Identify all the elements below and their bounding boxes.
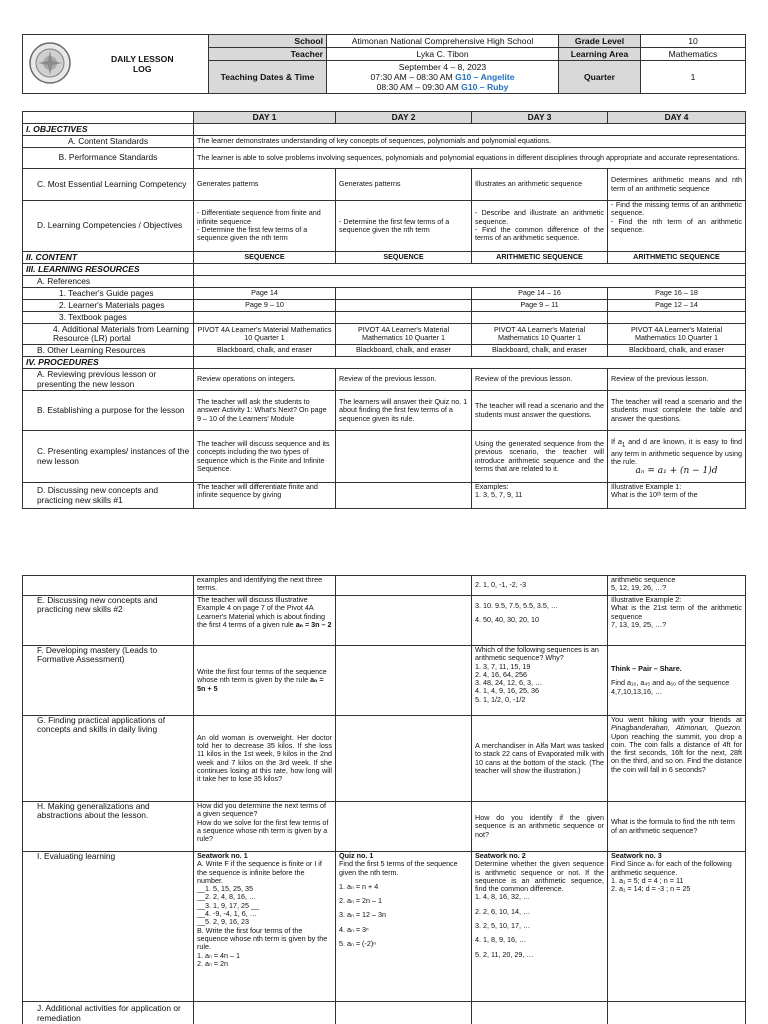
teacher-value: Lyka C. Tibon (327, 48, 559, 61)
proc-j-day1 (194, 1002, 336, 1024)
quiz-1-item-3: 3. aₙ = 12 – 3n (339, 910, 387, 920)
other-day1: Blackboard, chalk, and eraser (194, 345, 336, 357)
example-3: 3. 10. 9.5, 7.5, 5.5, 3.5, … (475, 601, 559, 610)
quarter-value: 1 (641, 61, 746, 94)
proc-e-day3 (472, 596, 608, 646)
content-day2: SEQUENCE (336, 252, 472, 264)
additional-day3: PIVOT 4A Learner's Material Mathematics 10 Quarter 1 (472, 324, 608, 345)
objectives-heading: I. OBJECTIVES (23, 124, 194, 136)
proc-g-label: G. Finding practical applications of concepts and skills in daily living (23, 716, 194, 802)
dates-line2 (330, 72, 555, 82)
tg-day1: Page 14 (194, 288, 336, 300)
proc-j-day3 (472, 1002, 608, 1024)
proc-e-day4 (608, 596, 746, 646)
arith-item-1: 1. 3, 7, 11, 15, 19 (475, 661, 531, 671)
lesson-table-page2 (22, 575, 746, 1024)
proc-f-day1 (194, 646, 336, 716)
seatwork-3-heading: Seatwork no. 3 (611, 851, 662, 860)
other-day4: Blackboard, chalk, and eraser (608, 345, 746, 357)
procedures-heading: IV. PROCEDURES (23, 357, 194, 369)
content-day1: SEQUENCE (194, 252, 336, 264)
dates-value (327, 61, 559, 94)
competencies-day3 (472, 201, 608, 252)
lesson-table-page1 (22, 111, 746, 509)
seatwork-2-item-5: 5. 2, 11, 20, 29, … (475, 949, 534, 959)
section-ruby: G10 – Ruby (461, 82, 509, 92)
proc-a-day4: Review of the previous lesson. (608, 369, 746, 391)
generalization-q1: How did you determine the next terms of a given sequence? (197, 801, 327, 819)
competency-4-1: - Find the missing terms of an arithmetic sequence. (611, 200, 742, 218)
proc-f-label: F. Developing mastery (Leads to Formative Assessment) (23, 646, 194, 716)
proc-e-label: E. Discussing new concepts and practicing new skills #2 (23, 596, 194, 646)
melc-label: C. Most Essential Learning Competency (23, 169, 194, 201)
competencies-day1 (194, 201, 336, 252)
proc-f-day3 (472, 646, 608, 716)
seatwork-3-item-2: 2. a₁ = 14; d = -3 ; n = 25 (611, 884, 691, 894)
references-label: A. References (23, 276, 194, 288)
proc-j-day4 (608, 1002, 746, 1024)
proc-c-day3: Using the generated sequence from the previous scenario, the teacher will introduce arithmetic sequence and the terms that are related to it. (472, 431, 608, 483)
proc-b-day2: The learners will answer their Quiz no. 1 about finding the first few terms of a sequence given its rule. (336, 391, 472, 431)
seatwork-1-item-2: __2. 2, 4, 8, 16, … (197, 892, 257, 902)
dates-line3 (330, 82, 555, 92)
competency-2-1: - Determine the first few terms of a sequence given the nth term (339, 216, 450, 234)
proc-f-day2 (336, 646, 472, 716)
dates-time2: 08:30 AM – 09:30 AM (376, 82, 459, 92)
seatwork-1-part-b: B. Write the first four terms of the sequence whose nth term is given by the rule. (197, 925, 328, 952)
proc-h-day4: What is the formula to find the nth term of an arithmetic sequence? (608, 802, 746, 852)
references-blank (194, 276, 746, 288)
textbook-day1 (194, 312, 336, 324)
teacher-label: Teacher (209, 48, 327, 61)
textbook-day4 (608, 312, 746, 324)
proc-d-day1: The teacher will differentiate finite and infinite sequence by giving (194, 483, 336, 509)
competency-1-2: - Determine the first few terms of a sequence given the nth term (197, 225, 308, 243)
proc-i-day2 (336, 852, 472, 1002)
competencies-day4 (608, 201, 746, 252)
additional-label: 4. Additional Materials from Learning Resource (LR) portal (23, 324, 194, 345)
seatwork-2-instructions: Determine whether the given sequence is arithmetic sequence or not. If the sequence is an arithmetic sequence, find the common difference. (475, 859, 604, 894)
seatwork-1-rule-1: 1. aₙ = 4n – 1 (197, 950, 241, 960)
melc-day1: Generates patterns (194, 169, 336, 201)
additional-day1: PIVOT 4A Learner's Material Mathematics 10 Quarter 1 (194, 324, 336, 345)
quiz-1-heading: Quiz no. 1 (339, 851, 374, 860)
proc-h-day3: How do you identify if the given sequence is an arithmetic sequence or not? (472, 802, 608, 852)
quiz-1-instructions: Find the first 5 terms of the sequence given the nth term. (339, 859, 458, 877)
grade-value: 10 (641, 35, 746, 48)
hiking-place: Pinagbanderahan, Atimonan, Quezon. (611, 723, 742, 733)
arith-question: Which of the following sequences is an arithmetic sequence? Why? (475, 645, 599, 663)
hiking-text-a: You went hiking with your friends at (611, 715, 742, 724)
school-label: School (209, 35, 327, 48)
doc-title-cell (77, 35, 209, 94)
lm-day1: Page 9 – 10 (194, 300, 336, 312)
header-table (22, 34, 746, 94)
quiz-1-item-1: 1. aₙ = n + 4 (339, 881, 379, 891)
school-value: Atimonan National Comprehensive High School (327, 35, 559, 48)
page-2 (0, 575, 768, 1024)
tg-label: 1. Teacher's Guide pages (23, 288, 194, 300)
proc-c-day4-text: If $a_1$ and d are known, it is easy to find any term in arithmetic sequence by using the rule. (611, 437, 743, 467)
illustrative-example-1-text: What is the 10ᵗʰ term of the (611, 490, 698, 500)
resources-heading: III. LEARNING RESOURCES (23, 264, 194, 276)
competency-3-2: - Find the common difference of the terms of an arithmetic sequence. (475, 225, 604, 243)
proc-g-day3: A merchandiser in Alfa Mart was tasked to stack 22 cans of Evaporated milk with 10 cans at the bottom of the stack. (The teacher will show the illustration.) (472, 716, 608, 802)
objectives-heading-blank (194, 124, 746, 136)
competencies-label: D. Learning Competencies / Objectives (23, 201, 194, 252)
illustrative-example-1-text2: arithmetic sequence (611, 575, 676, 584)
proc-d-cont-day4 (608, 576, 746, 596)
generalization-q2: How do we solve for the first few terms of a sequence whose nth term is given by a rule? (197, 817, 329, 844)
proc-d-cont-label (23, 576, 194, 596)
competency-3-1: - Describe and illustrate an arithmetic sequence. (475, 208, 604, 226)
content-day4: ARITHMETIC SEQUENCE (608, 252, 746, 264)
additional-day4: PIVOT 4A Learner's Material Mathematics 10 Quarter 1 (608, 324, 746, 345)
proc-d-cont-day2 (336, 576, 472, 596)
proc-a-day3: Review of the previous lesson. (472, 369, 608, 391)
proc-d-label: D. Discussing new concepts and practicing new skills #1 (23, 483, 194, 509)
proc-j-day2 (336, 1002, 472, 1024)
proc-i-day1 (194, 852, 336, 1002)
textbook-day3 (472, 312, 608, 324)
examples-heading: Examples: (475, 482, 509, 491)
proc-j-label: J. Additional activities for application or remediation (23, 1002, 194, 1024)
melc-day3: Illustrates an arithmetic sequence (472, 169, 608, 201)
other-resources-label: B. Other Learning Resources (23, 345, 194, 357)
textbook-label: 3. Textbook pages (23, 312, 194, 324)
illustrative-example-2-seq: 7, 13, 19, 25, …? (611, 619, 667, 629)
melc-day2: Generates patterns (336, 169, 472, 201)
quiz-1-item-4: 4. aₙ = 3ⁿ (339, 924, 369, 934)
proc-i-day3 (472, 852, 608, 1002)
seatwork-2-item-1: 1. 4, 8, 16, 32, … (475, 892, 531, 902)
content-standards-label: A. Content Standards (23, 136, 194, 148)
other-day2: Blackboard, chalk, and eraser (336, 345, 472, 357)
proc-g-day4 (608, 716, 746, 802)
procedures-heading-blank (194, 357, 746, 369)
area-label: Learning Area (559, 48, 641, 61)
quiz-1-item-5: 5. aₙ = (-2)ⁿ (339, 939, 376, 949)
seatwork-1-item-4: __4. -9, -4, 1, 6, … (197, 909, 257, 919)
performance-standards-label: B. Performance Standards (23, 148, 194, 169)
dates-line1: September 4 – 8, 2023 (398, 62, 487, 72)
day-header-1: DAY 1 (194, 112, 336, 124)
proc-f-day4 (608, 646, 746, 716)
arith-item-4: 4. 1, 4, 9, 16, 25, 36 (475, 686, 539, 696)
illustrative-example-2-text: What is the 21st term of the arithmetic sequence (611, 603, 742, 621)
proc-a-day2: Review of the previous lesson. (336, 369, 472, 391)
quarter-label: Quarter (559, 61, 641, 94)
seal-cell (23, 35, 77, 94)
proc-e-day2 (336, 596, 472, 646)
proc-a-label: A. Reviewing previous lesson or presenting the new lesson (23, 369, 194, 391)
think-pair-share: Think – Pair – Share. (611, 664, 682, 674)
tg-day2 (336, 288, 472, 300)
day-header-4: DAY 4 (608, 112, 746, 124)
proc-d-cont-day3: 2. 1, 0, -1, -2, -3 (472, 576, 608, 596)
think-pair-share-task: Find a₁₀, a₄₅ and a₆₀ of the sequence 4,7,10,13,16, … (611, 678, 730, 696)
seatwork-2-item-3: 3. 2, 5, 10, 17, … (475, 921, 531, 931)
proc-c-day4 (608, 431, 746, 483)
proc-d-day3 (472, 483, 608, 509)
proc-f-day1-text: Write the first four terms of the sequence whose nth term is given by the rule (197, 667, 327, 685)
quiz-1-item-2: 2. aₙ = 2n – 1 (339, 896, 383, 906)
deped-seal-icon (28, 41, 72, 85)
seatwork-1-part-a: A. Write F if the sequence is finite or I if the sequence is infinite before the number. (197, 859, 322, 885)
seatwork-2-item-2: 2. 2, 6, 10, 14, … (475, 906, 531, 916)
grade-label: Grade Level (559, 35, 641, 48)
proc-c4-text-a: If (611, 437, 615, 447)
proc-c-day2 (336, 431, 472, 483)
arith-item-3: 3. 48, 24, 12, 6, 3, … (475, 678, 543, 688)
day-header-2: DAY 2 (336, 112, 472, 124)
arith-item-5: 5. 1, 1/2, 0, -1/2 (475, 694, 526, 704)
textbook-day2 (336, 312, 472, 324)
seatwork-3-item-1: 1. a₁ = 5; d = 4 ; n = 11 (611, 875, 684, 885)
lm-day3: Page 9 – 11 (472, 300, 608, 312)
seatwork-2-item-4: 4. 1, 8, 9, 16, … (475, 935, 527, 945)
proc-i-label: I. Evaluating learning (23, 852, 194, 1002)
seatwork-1-item-5: __5. 2, 9, 16, 23 (197, 917, 249, 927)
area-value: Mathematics (641, 48, 746, 61)
proc-c4-text-b: and d are known, it is easy to find any term in arithmetic sequence by using the rule. (611, 437, 743, 467)
competency-4-2: - Find the nth term of an arithmetic sequence. (611, 216, 742, 234)
proc-e-day1-rule: aₙ = 3n – 2 (295, 619, 332, 629)
content-standards-value: The learner demonstrates understanding of key concepts of sequences, polynomials and polynomial equations. (194, 136, 746, 148)
proc-d-day4 (608, 483, 746, 509)
competencies-day2 (336, 201, 472, 252)
lm-label: 2. Learner's Materials pages (23, 300, 194, 312)
seatwork-1-rule-2: 2. aₙ = 2n (197, 958, 229, 968)
day-header-3: DAY 3 (472, 112, 608, 124)
proc-i-day4 (608, 852, 746, 1002)
proc-b-day1: The teacher will ask the students to answer Activity 1: What's Next? On page 9 – 10 of the Learners' Module (194, 391, 336, 431)
illustrative-example-2-heading: Illustrative Example 2: (611, 595, 682, 604)
resources-heading-blank (194, 264, 746, 276)
performance-standards-value: The learner is able to solve problems involving sequences, polynomials and polynomial equations in different disciplines through appropriate and accurate representations. (194, 148, 746, 169)
competency-1-1: - Differentiate sequence from finite and infinite sequence (197, 208, 321, 226)
melc-day4: Determines arithmetic means and nth term of an arithmetic sequence (608, 169, 746, 201)
day-header-blank (23, 112, 194, 124)
proc-g-day2 (336, 716, 472, 802)
dates-label: Teaching Dates & Time (209, 61, 327, 94)
doc-title-line2: LOG (132, 64, 152, 74)
nth-term-formula: aₙ = a₁ + (n − 1)d (635, 465, 718, 476)
proc-e-day1-text: The teacher will discuss Illustrative Example 4 on page 7 of the Pivot 4A Learner's Material which is about finding the first 4 terms of a given rule (197, 595, 326, 629)
doc-title-line1: DAILY LESSON (110, 54, 174, 64)
illustrative-example-1-heading: Illustrative Example 1: (611, 482, 682, 491)
proc-d-day2 (336, 483, 472, 509)
example-4: 4. 50, 40, 30, 20, 10 (475, 615, 539, 625)
lm-day2 (336, 300, 472, 312)
proc-b-label: B. Establishing a purpose for the lesson (23, 391, 194, 431)
seatwork-1-heading: Seatwork no. 1 (197, 851, 248, 860)
proc-d-cont-day1: examples and identifying the next three terms. (194, 576, 336, 596)
proc-a-day1: Review operations on integers. (194, 369, 336, 391)
other-day3: Blackboard, chalk, and eraser (472, 345, 608, 357)
proc-h-day2 (336, 802, 472, 852)
proc-h-day1 (194, 802, 336, 852)
seatwork-3-instructions: Find Since aₙ for each of the following arithmetic sequence. (611, 859, 732, 877)
proc-e-day1 (194, 596, 336, 646)
proc-b-day3: The teacher will read a scenario and the students must answer the questions. (472, 391, 608, 431)
tg-day3: Page 14 – 16 (472, 288, 608, 300)
proc-h-label: H. Making generalizations and abstractions about the lesson. (23, 802, 194, 852)
content-day3: ARITHMETIC SEQUENCE (472, 252, 608, 264)
seatwork-2-heading: Seatwork no. 2 (475, 851, 526, 860)
seatwork-1-item-1: __1. 5, 15, 25, 35 (197, 884, 253, 894)
seatwork-1-item-3: __3. 1, 9, 17, 25 __ (197, 900, 259, 910)
hiking-text-b: Upon reaching the summit, you drop a coin. The coin falls a distance of 4ft for the first seconds, 16ft for the next, 28ft on the third, and so on. Find the distance the coin will fall in 6 seconds? (611, 731, 742, 774)
page-gap (0, 545, 768, 575)
arith-item-2: 2. 4, 16, 64, 256 (475, 669, 527, 679)
dates-time1: 07:30 AM – 08:30 AM (370, 72, 453, 82)
proc-c-label: C. Presenting examples/ instances of the new lesson (23, 431, 194, 483)
proc-g-day1: An old woman is overweight. Her doctor told her to decrease 35 kilos. If she loss 11 kilos in the 1st week, 9 kilos in the 2nd week and 7 kilos on the 3rd week. If she continues losing at this rate, how long will it take her to lose 35 kilos? (194, 716, 336, 802)
section-angelite: G10 – Angelite (455, 72, 515, 82)
lm-day4: Page 12 – 14 (608, 300, 746, 312)
additional-day2: PIVOT 4A Learner's Material Mathematics 10 Quarter 1 (336, 324, 472, 345)
illustrative-example-1-seq: 5, 12, 19, 26, …? (611, 583, 667, 593)
content-heading: II. CONTENT (23, 252, 194, 264)
tg-day4: Page 16 – 18 (608, 288, 746, 300)
proc-f-day1-rule: aₙ = 5n + 5 (197, 675, 324, 693)
proc-b-day4: The teacher will read a scenario and the students must complete the table and answer the questions. (608, 391, 746, 431)
proc-c-day1: The teacher will discuss sequence and its concepts including the two types of sequence which is the Finite and Infinite Sequence. (194, 431, 336, 483)
example-1: 1. 3, 5, 7, 9, 11 (475, 490, 523, 500)
